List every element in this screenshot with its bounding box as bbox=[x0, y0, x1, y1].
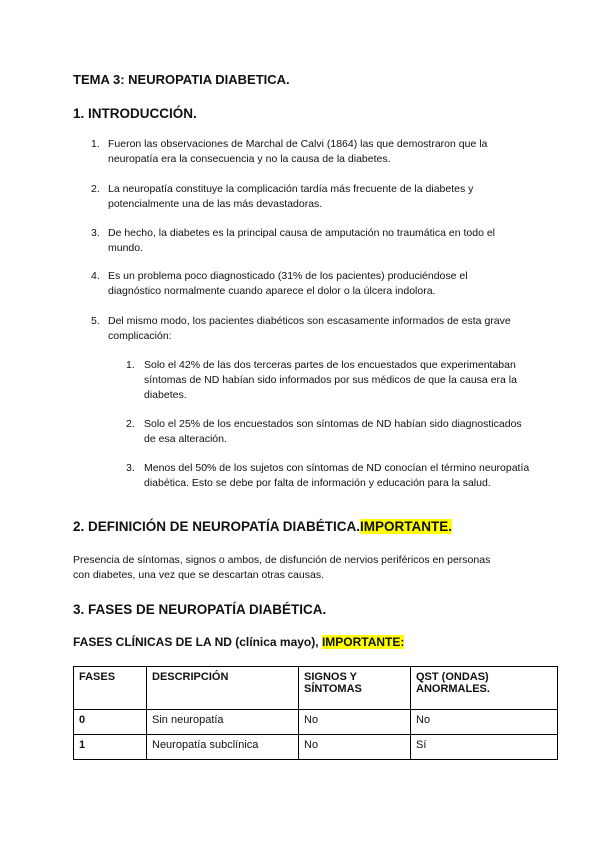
list-item-text: De hecho, la diabetes es la principal causa de amputación no traumática en todo el mundo. bbox=[108, 227, 495, 254]
clinical-phases-subheading bbox=[73, 635, 404, 649]
table-cell: 1 bbox=[74, 735, 147, 760]
sub-list-item-number: 1. bbox=[126, 359, 135, 371]
table-cell: No bbox=[411, 710, 558, 735]
phases-table bbox=[73, 666, 558, 760]
table-header-cell: FASES bbox=[74, 667, 147, 710]
sub-list-item-number: 3. bbox=[126, 462, 135, 474]
list-item-number: 2. bbox=[91, 183, 100, 195]
table-header-cell: DESCRIPCIÓN bbox=[147, 667, 299, 710]
table-cell: Neuropatía subclínica bbox=[147, 735, 299, 760]
table-cell: Sí bbox=[411, 735, 558, 760]
definition-paragraph: Presencia de síntomas, signos o ambos, de disfunción de nervios periféricos en personas con diabetes, una vez que se descartan otras causas. bbox=[73, 554, 491, 581]
table-header-row bbox=[74, 667, 558, 710]
important-highlight: IMPORTANTE. bbox=[360, 519, 453, 534]
sub-list-item-2 bbox=[126, 417, 531, 447]
table-row bbox=[74, 710, 558, 735]
list-item-4 bbox=[91, 269, 521, 299]
list-item-text: Es un problema poco diagnosticado (31% de los pacientes) produciéndose el diagnóstico normalmente cuando aparece el dolor o la úlcera indolora. bbox=[108, 270, 468, 297]
section-2-heading-text: 2. DEFINICIÓN DE NEUROPATÍA DIABÉTICA. bbox=[73, 519, 361, 534]
list-item-number: 3. bbox=[91, 227, 100, 239]
table-cell: 0 bbox=[74, 710, 147, 735]
document-title: TEMA 3: NEUROPATIA DIABETICA. bbox=[73, 72, 290, 87]
sub-list-item-number: 2. bbox=[126, 418, 135, 430]
sub-list-item-1 bbox=[126, 358, 531, 403]
table-cell: No bbox=[299, 710, 411, 735]
table-row bbox=[74, 735, 558, 760]
section-2-heading bbox=[73, 519, 452, 534]
sub-list-item-text: Menos del 50% de los sujetos con síntomas de ND conocían el término neuropatía diabética. Esto se debe por falta de información y educación para la salud. bbox=[144, 462, 530, 489]
list-item-text: Fueron las observaciones de Marchal de Calvi (1864) las que demostraron que la neuropatía era la consecuencia y no la causa de la diabetes. bbox=[108, 138, 488, 165]
section-3-heading: 3. FASES DE NEUROPATÍA DIABÉTICA. bbox=[73, 602, 327, 617]
sub-list-item-text: Solo el 25% de los encuestados son síntomas de ND habían sido diagnosticados de esa alteración. bbox=[144, 418, 522, 445]
sub-list-item-text: Solo el 42% de las dos terceras partes de los encuestados que experimentaban síntomas de ND habían sido informados por sus médicos de que la causa era la diabetes. bbox=[144, 359, 517, 401]
list-item-number: 4. bbox=[91, 270, 100, 282]
list-item-5 bbox=[91, 314, 521, 344]
table-header-cell: SIGNOS Y SÍNTOMAS bbox=[299, 667, 411, 710]
list-item-text: Del mismo modo, los pacientes diabéticos son escasamente informados de esta grave complicación: bbox=[108, 315, 511, 342]
list-item-2 bbox=[91, 182, 521, 212]
table-header-cell: QST (ONDAS) ANORMALES. bbox=[411, 667, 558, 710]
important-highlight: IMPORTANTE: bbox=[321, 635, 405, 649]
list-item-number: 5. bbox=[91, 315, 100, 327]
list-item-1 bbox=[91, 137, 521, 167]
sub-list-item-3 bbox=[126, 461, 531, 491]
table-cell: No bbox=[299, 735, 411, 760]
table-cell: Sin neuropatía bbox=[147, 710, 299, 735]
list-item-3 bbox=[91, 226, 521, 256]
list-item-number: 1. bbox=[91, 138, 100, 150]
list-item-text: La neuropatía constituye la complicación tardía más frecuente de la diabetes y potencialmente una de las más devastadoras. bbox=[108, 183, 474, 210]
section-1-heading: 1. INTRODUCCIÓN. bbox=[73, 106, 197, 121]
clinical-phases-subheading-text: FASES CLÍNICAS DE LA ND (clínica mayo), bbox=[73, 635, 322, 649]
